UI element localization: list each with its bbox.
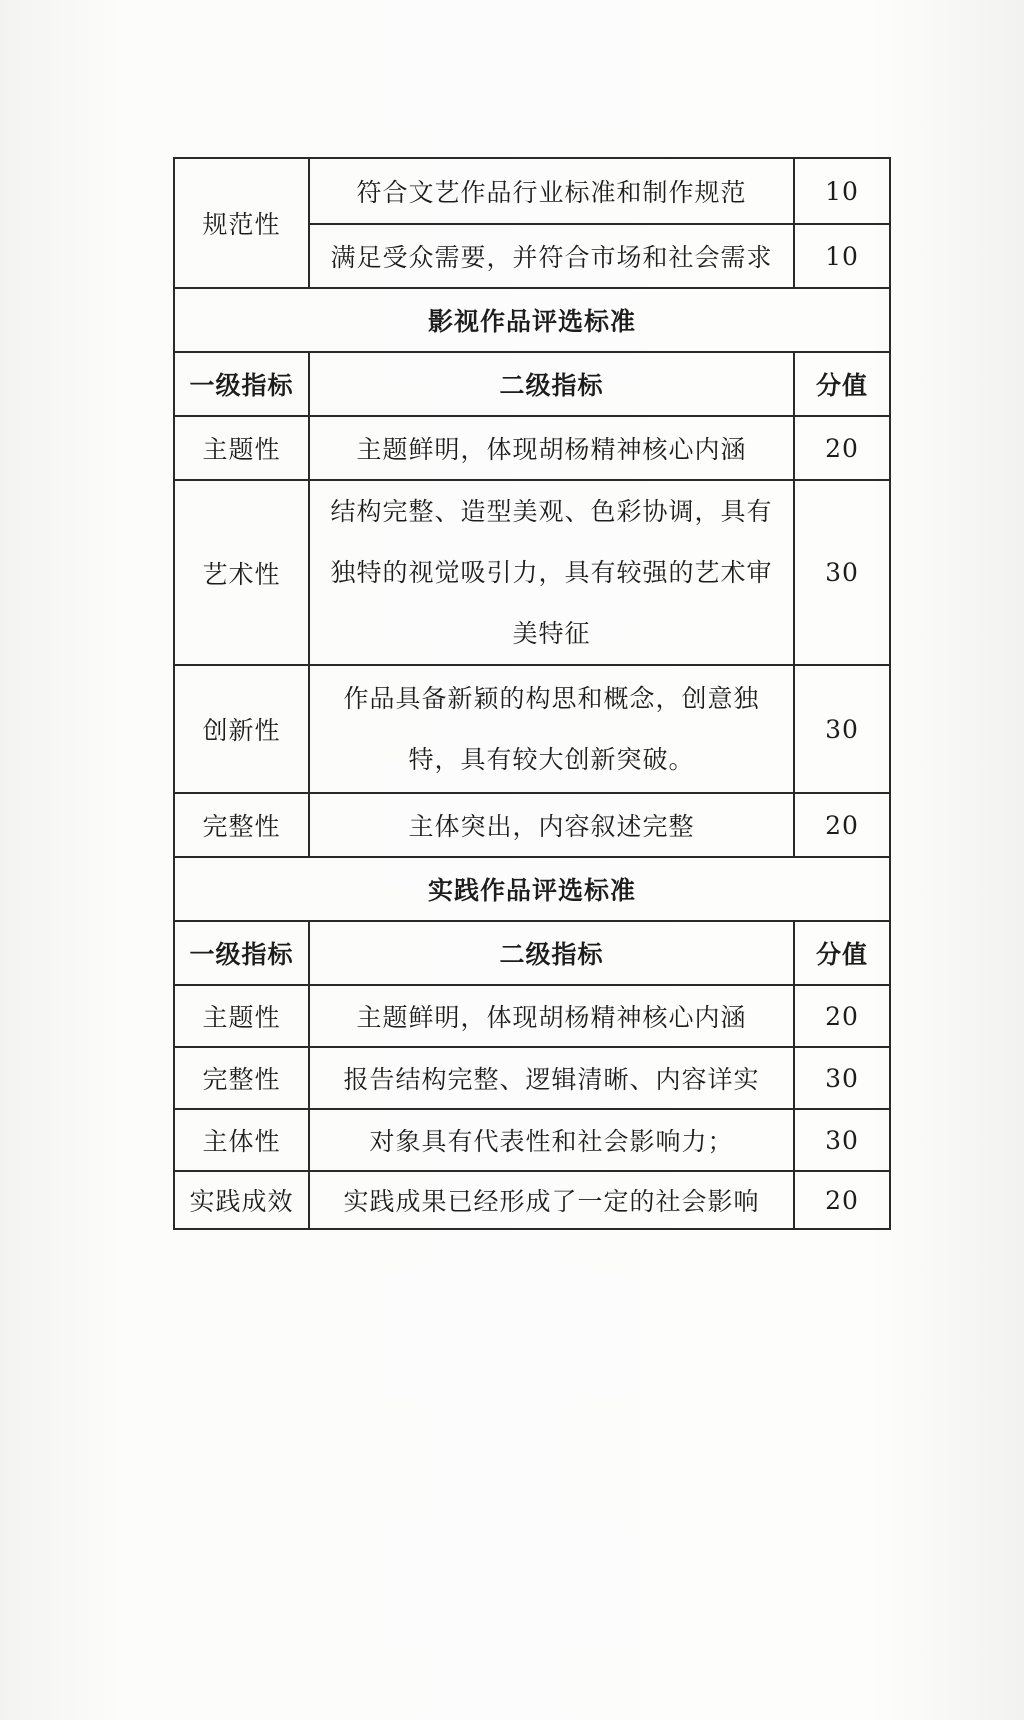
criterion-cell: 作品具备新颖的构思和概念，创意独特，具有较大创新突破。 [309, 665, 794, 793]
category-cell: 主题性 [174, 985, 309, 1047]
header-score: 分值 [794, 352, 890, 416]
header-level2: 二级指标 [309, 921, 794, 985]
category-cell: 艺术性 [174, 480, 309, 665]
header-row [174, 352, 890, 416]
table-row [174, 985, 890, 1047]
score-cell: 30 [794, 1109, 890, 1171]
table-row [174, 416, 890, 480]
header-score: 分值 [794, 921, 890, 985]
category-cell: 完整性 [174, 1047, 309, 1109]
score-cell: 20 [794, 416, 890, 480]
category-cell: 主题性 [174, 416, 309, 480]
practice-section-title: 实践作品评选标准 [174, 857, 890, 921]
evaluation-criteria-table [173, 157, 891, 1230]
category-cell: 完整性 [174, 793, 309, 857]
table-row [174, 480, 890, 665]
table-row [174, 793, 890, 857]
category-cell: 创新性 [174, 665, 309, 793]
criterion-cell: 符合文艺作品行业标准和制作规范 [309, 158, 794, 224]
score-cell: 20 [794, 985, 890, 1047]
score-cell: 10 [794, 224, 890, 288]
film-section-title: 影视作品评选标准 [174, 288, 890, 352]
score-cell: 30 [794, 1047, 890, 1109]
criterion-cell: 主题鲜明，体现胡杨精神核心内涵 [309, 416, 794, 480]
criterion-cell: 满足受众需要，并符合市场和社会需求 [309, 224, 794, 288]
category-cell: 主体性 [174, 1109, 309, 1171]
category-cell: 实践成效 [174, 1171, 309, 1229]
section-title-row [174, 288, 890, 352]
header-level1: 一级指标 [174, 921, 309, 985]
score-cell: 30 [794, 665, 890, 793]
header-row [174, 921, 890, 985]
criterion-cell: 主体突出，内容叙述完整 [309, 793, 794, 857]
table-row [174, 1171, 890, 1229]
table-row [174, 665, 890, 793]
section-title-row [174, 857, 890, 921]
score-cell: 20 [794, 793, 890, 857]
table-row [174, 158, 890, 224]
criterion-cell: 报告结构完整、逻辑清晰、内容详实 [309, 1047, 794, 1109]
score-cell: 30 [794, 480, 890, 665]
header-level2: 二级指标 [309, 352, 794, 416]
criterion-cell: 结构完整、造型美观、色彩协调，具有独特的视觉吸引力，具有较强的艺术审美特征 [309, 480, 794, 665]
header-level1: 一级指标 [174, 352, 309, 416]
score-cell: 20 [794, 1171, 890, 1229]
table-row [174, 1047, 890, 1109]
criterion-cell: 主题鲜明，体现胡杨精神核心内涵 [309, 985, 794, 1047]
score-cell: 10 [794, 158, 890, 224]
criterion-cell: 对象具有代表性和社会影响力； [309, 1109, 794, 1171]
table-row [174, 1109, 890, 1171]
category-cell: 规范性 [174, 158, 309, 288]
criterion-cell: 实践成果已经形成了一定的社会影响 [309, 1171, 794, 1229]
